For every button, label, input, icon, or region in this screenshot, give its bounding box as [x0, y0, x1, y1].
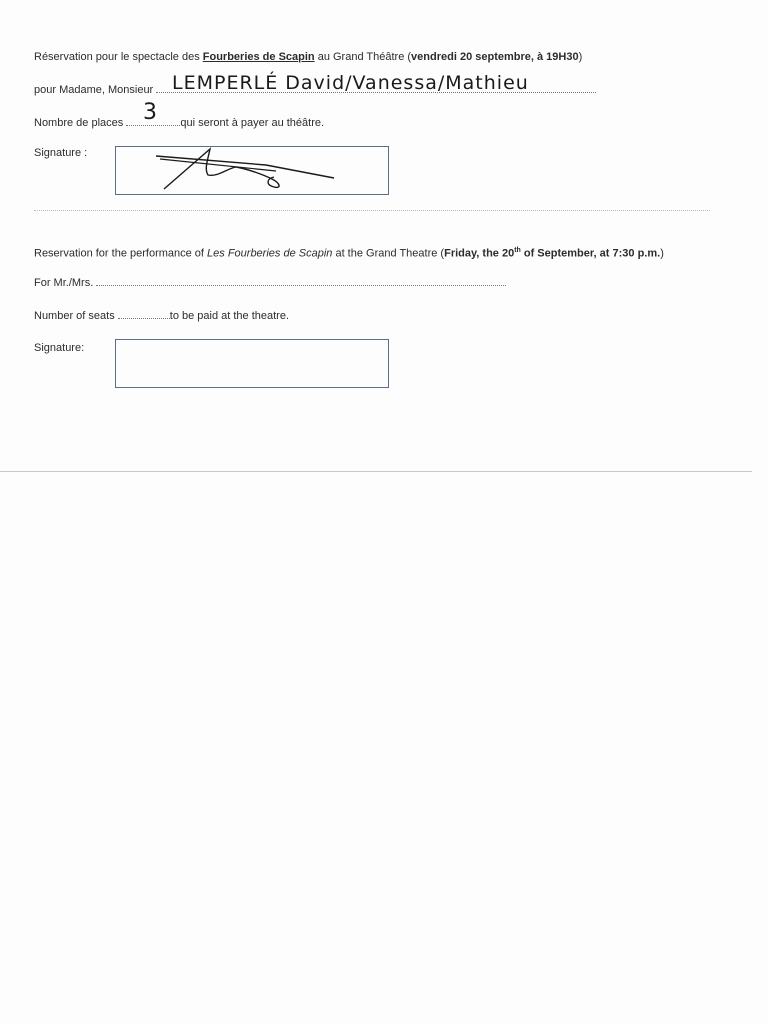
en-signature-label: Signature: — [34, 342, 85, 354]
en-name-field[interactable] — [96, 275, 506, 286]
en-show-date-b: of September, at 7:30 p.m. — [520, 247, 661, 260]
fr-name-handwritten: LEMPERLÉ David/Vanessa/Mathieu — [172, 72, 529, 94]
fr-seats-row — [34, 115, 324, 130]
fr-reservation-heading — [34, 50, 582, 64]
en-seats-row — [34, 308, 289, 323]
en-show-date-a: Friday, the 20 — [444, 247, 515, 260]
en-heading-pre: Reservation for the performance of — [34, 247, 208, 260]
en-show-title: Les Fourberies de Scapin — [207, 247, 333, 260]
page-cut-line — [0, 471, 752, 472]
fr-heading-end: ) — [578, 51, 583, 63]
fr-seats-label: Nombre de places — [34, 117, 124, 129]
fr-seats-handwritten: 3 — [143, 100, 158, 125]
en-signature-box[interactable] — [115, 339, 389, 388]
en-heading-end: ) — [660, 247, 664, 260]
fr-heading-mid: au Grand Théâtre ( — [314, 51, 412, 63]
fr-heading-pre: Réservation pour le spectacle des — [34, 51, 203, 63]
en-seats-suffix: to be paid at the theatre. — [169, 310, 290, 322]
fr-signature-label: Signature : — [34, 147, 88, 159]
en-show-date-sup: th — [514, 247, 521, 254]
fr-seats-suffix: qui seront à payer au théâtre. — [180, 117, 325, 129]
en-name-row — [34, 275, 506, 290]
en-heading-mid: at the Grand Theatre ( — [332, 247, 445, 260]
en-name-label: For Mr./Mrs. — [34, 277, 94, 289]
handwritten-signature — [116, 147, 388, 194]
section-divider — [34, 210, 710, 211]
fr-show-title: Fourberies de Scapin — [202, 51, 315, 63]
en-seats-label: Number of seats — [34, 310, 115, 322]
fr-show-date: vendredi 20 septembre, à 19H30 — [411, 51, 579, 63]
fr-signature-box[interactable] — [115, 146, 389, 195]
fr-name-label: pour Madame, Monsieur — [34, 84, 154, 96]
en-seats-field[interactable] — [118, 308, 170, 319]
en-reservation-heading — [34, 244, 664, 261]
